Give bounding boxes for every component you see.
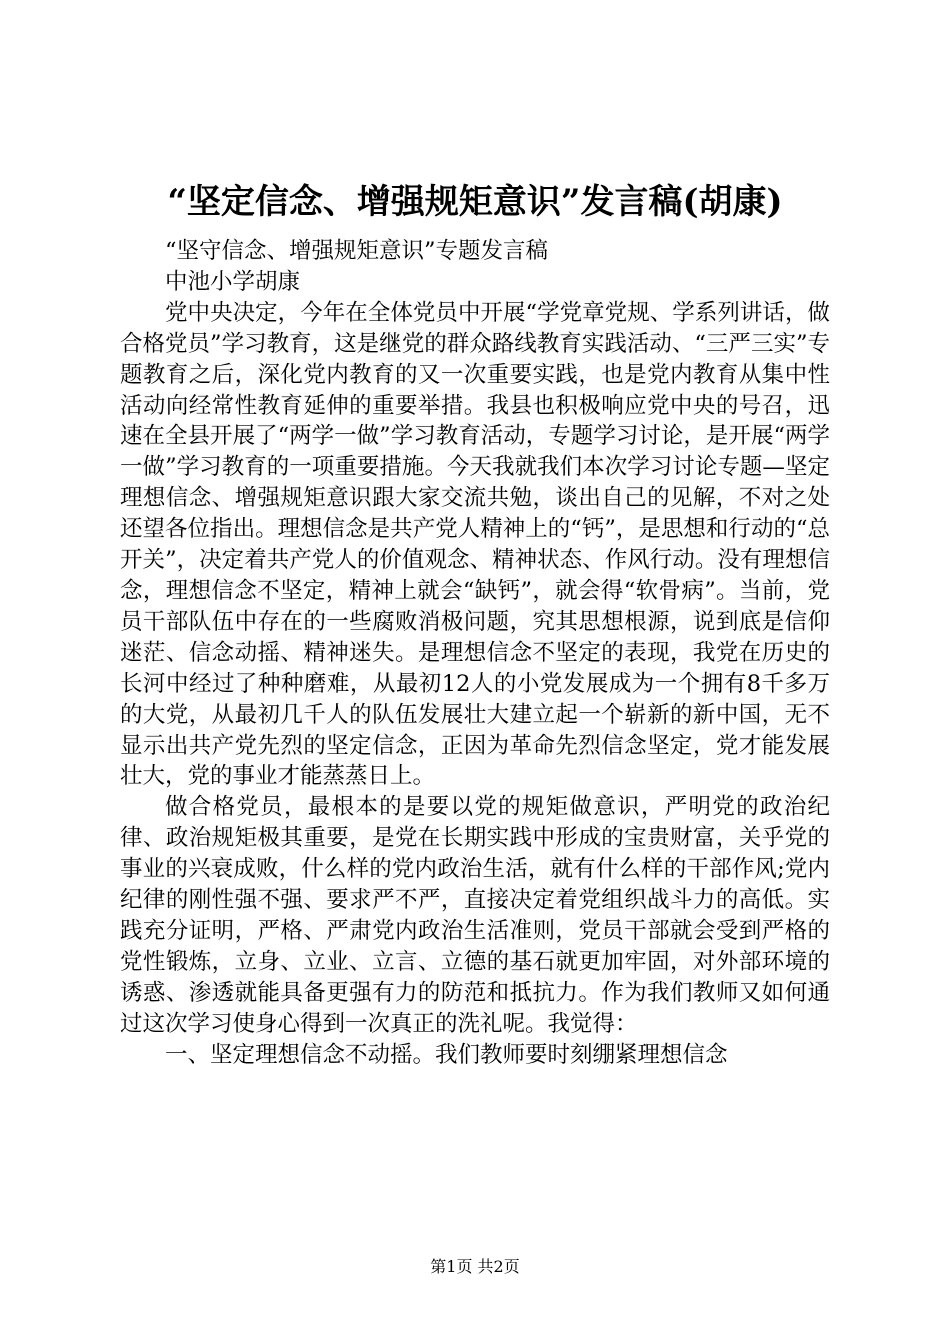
body-paragraph-1: 党中央决定，今年在全体党员中开展“学党章党规、学系列讲话，做合格党员”学习教育，这是继党的群众路线教育实践活动、“三严三实”专题教育之后，深化党内教育的又一次重要实践，也是党内教育从集中性活动向经常性教育延伸的重要举措。我县也积极响应党中央的号召，迅速在全县开展了“两学一做”学习教育活动，专题学习讨论，是开展“两学一做”学习教育的一项重要措施。今天我就我们本次学习讨论专题—坚定理想信念、增强规矩意识跟大家交流共勉，谈出自己的见解，不对之处还望各位指出。理想信念是共产党人精神上的“钙”，是思想和行动的“总开关”，决定着共产党人的价值观念、精神状态、作风行动。没有理想信念，理想信念不坚定，精神上就会“缺钙”，就会得“软骨病”。当前，党员干部队伍中存在的一些腐败消极问题，究其思想根源，说到底是信仰迷茫、信念动摇、精神迷失。是理想信念不坚定的表现，我党在历史的长河中经过了种种磨难，从最初12人的小党发展成为一个拥有8千多万的大党，从最初几千人的队伍发展壮大建立起一个崭新的新中国，无不显示出共产党先烈的坚定信念，正因为革命先烈信念坚定，党才能发展壮大，党的事业才能蒸蒸日上。 [120, 299, 830, 790]
body-paragraph-2: 做合格党员，最根本的是要以党的规矩做意识，严明党的政治纪律、政治规矩极其重要，是党在长期实践中形成的宝贵财富，关乎党的事业的兴衰成败，什么样的党内政治生活，就有什么样的干部作风;党内纪律的刚性强不强、要求严不严，直接决定着党组织战斗力的高低。实践充分证明，严格、严肃党内政治生活准则，党员干部就会受到严格的党性锻炼，立身、立业、立言、立德的基石就更加牢固，对外部环境的诱惑、渗透就能具备更强有力的防范和抵抗力。作为我们教师又如何通过这次学习使身心得到一次真正的洗礼呢。我觉得： [120, 794, 830, 1037]
document-author: 中池小学胡康 [165, 268, 301, 295]
body-paragraph-3: 一、坚定理想信念不动摇。我们教师要时刻绷紧理想信念 [165, 1041, 728, 1068]
document-subtitle: “坚守信念、增强规矩意识”专题发言稿 [165, 238, 549, 264]
document-title: “坚定信念、增强规矩意识”发言稿(胡康) [167, 182, 783, 222]
page-indicator: 第1页 共2页 [430, 1257, 520, 1276]
page-footer [0, 1256, 950, 1278]
document-body [120, 236, 830, 1070]
